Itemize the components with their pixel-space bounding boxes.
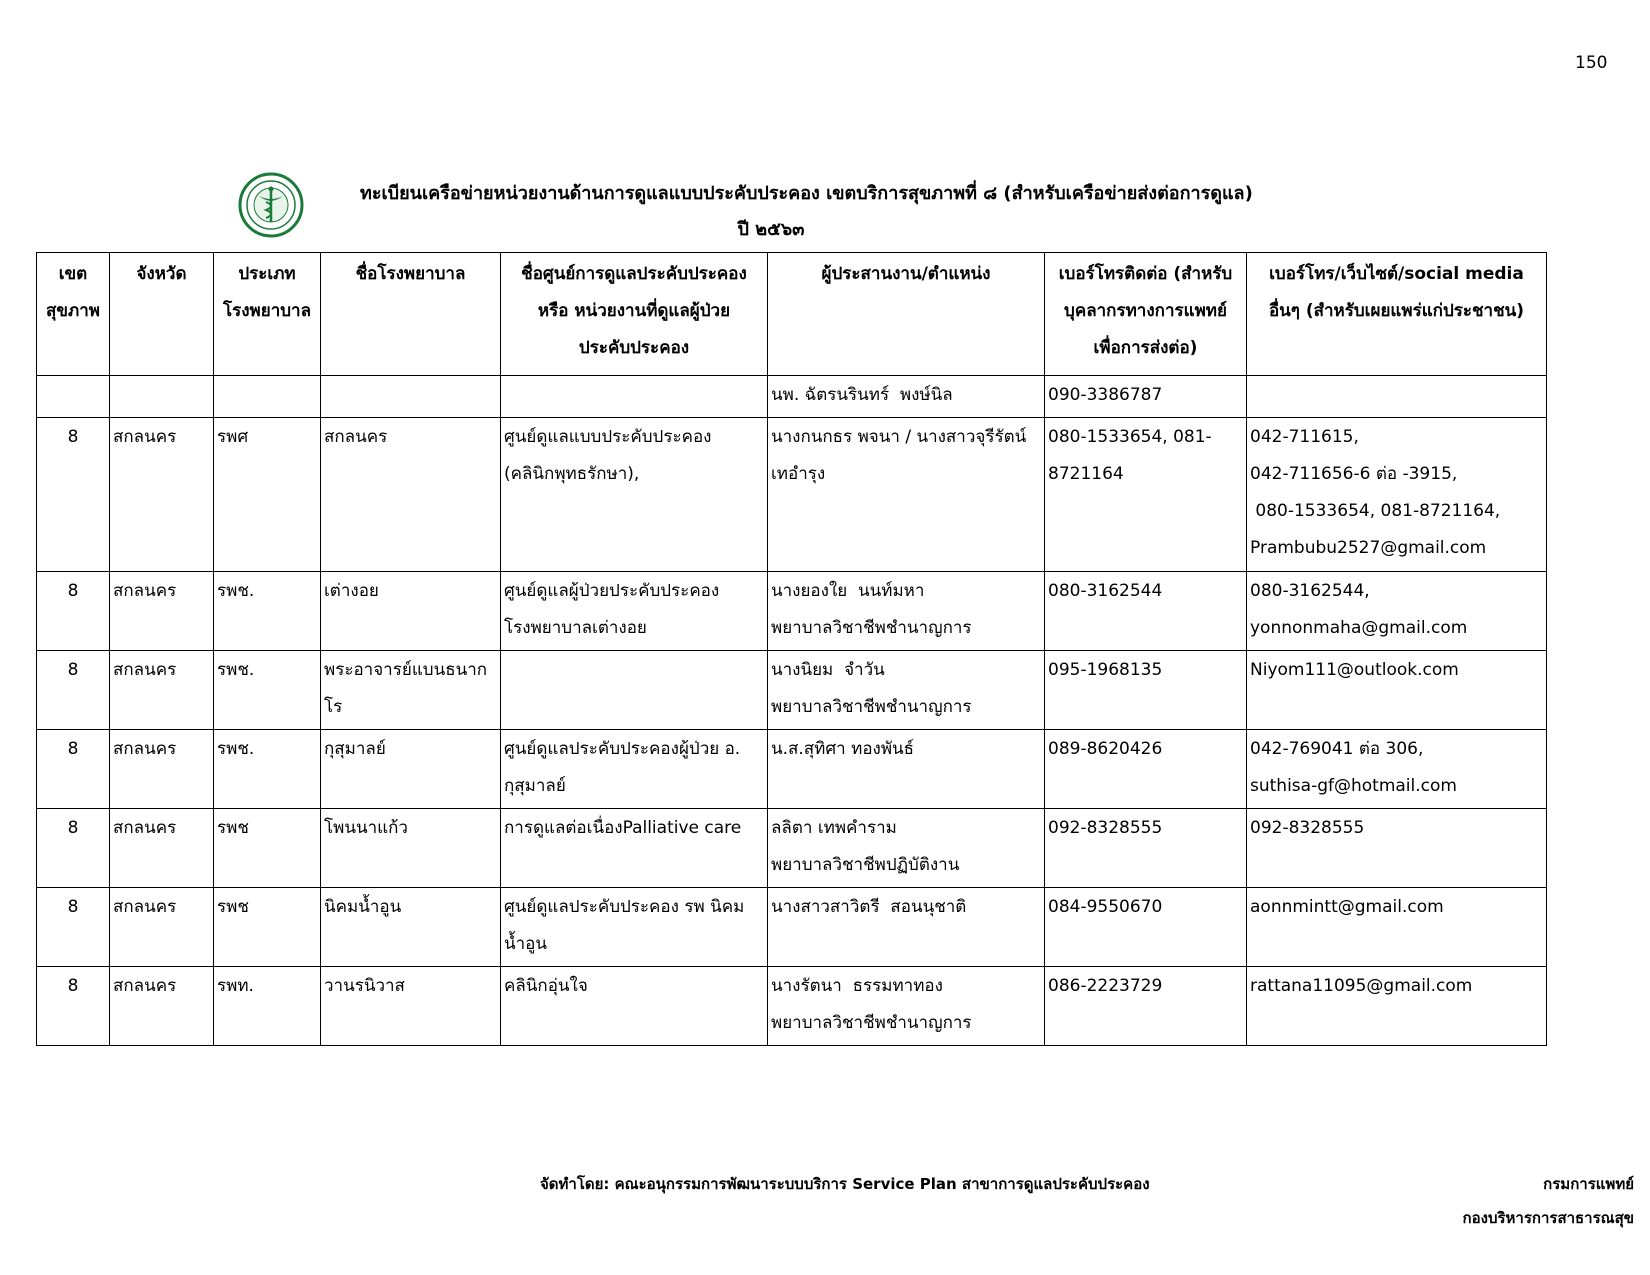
header-text-line: ชื่อศูนย์การดูแลประคับประคอง — [521, 264, 747, 284]
cell-hospital-name — [321, 651, 501, 730]
cell-center-name — [501, 572, 768, 651]
cell-text-line: พยาบาลวิชาชีพปฏิบัติงาน — [771, 855, 960, 875]
cell-text-line: นางกนกธร พจนา / นางสาวจุรีรัตน์ — [771, 427, 1027, 447]
header-text-line: ประเภท — [238, 264, 296, 284]
cell-hospital-name — [321, 376, 501, 418]
cell-text-line: โร — [324, 697, 343, 717]
cell-coordinator — [768, 651, 1045, 730]
cell-text-line: 080-3162544, — [1250, 581, 1370, 601]
cell-text-line: aonnmintt@gmail.com — [1250, 897, 1444, 917]
cell-text-line: วานรนิวาส — [324, 976, 405, 996]
cell-health-zone: 8 — [37, 809, 110, 888]
cell-text-line: เทอำรุง — [771, 464, 826, 484]
header-text-line: ผู้ประสานงาน/ตำแหน่ง — [821, 264, 991, 284]
cell-text-line: 084-9550670 — [1048, 897, 1163, 917]
header-text-line: เบอร์โทร/เว็บไซต์/social media — [1269, 264, 1524, 284]
table-row — [37, 651, 1547, 730]
header-text-line: จังหวัด — [136, 264, 187, 284]
cell-text-line: กุสุมาลย์ — [324, 739, 386, 759]
cell-medical-phone — [1045, 888, 1247, 967]
cell-text-line: นพ. ฉัตรนรินทร์ พงษ์นิล — [771, 385, 953, 405]
cell-text-line: ลลิตา เทพคำราม — [771, 818, 897, 838]
cell-text-line: พยาบาลวิชาชีพชำนาญการ — [771, 1013, 972, 1033]
cell-hospital-name — [321, 888, 501, 967]
cell-text-line: 042-769041 ต่อ 306, — [1250, 739, 1424, 759]
table-row — [37, 809, 1547, 888]
cell-hospital-type: รพช. — [214, 730, 321, 809]
cell-text-line: (คลินิกพุทธรักษา), — [504, 464, 640, 484]
cell-coordinator — [768, 730, 1045, 809]
page-number: 150 — [1575, 53, 1608, 73]
cell-province — [110, 376, 214, 418]
cell-center-name — [501, 967, 768, 1046]
header-text-line: เขต — [58, 264, 88, 284]
cell-coordinator — [768, 967, 1045, 1046]
cell-text-line: 8721164 — [1048, 464, 1124, 484]
cell-hospital-type: รพท. — [214, 967, 321, 1046]
table-row — [37, 730, 1547, 809]
cell-center-name — [501, 651, 768, 730]
cell-text-line: โพนนาแก้ว — [324, 818, 408, 838]
header-hospital-type — [214, 253, 321, 376]
cell-text-line: Prambubu2527@gmail.com — [1250, 538, 1487, 558]
cell-health-zone: 8 — [37, 651, 110, 730]
cell-text-line: 080-3162544 — [1048, 581, 1163, 601]
cell-text-line: 042-711656-6 ต่อ -3915, — [1250, 464, 1458, 484]
cell-hospital-type — [214, 376, 321, 418]
cell-text-line: 095-1968135 — [1048, 660, 1163, 680]
cell-hospital-name — [321, 809, 501, 888]
cell-text-line: น้ำอูน — [504, 934, 547, 954]
cell-health-zone: 8 — [37, 967, 110, 1046]
cell-public-contact — [1247, 376, 1547, 418]
table-header-row — [37, 253, 1547, 376]
palliative-network-table — [36, 252, 1547, 1046]
cell-health-zone: 8 — [37, 418, 110, 572]
header-center-name — [501, 253, 768, 376]
header-text-line: ชื่อโรงพยาบาล — [355, 264, 466, 284]
cell-text-line: การดูแลต่อเนื่องPalliative care — [504, 818, 742, 838]
title-line-1: ทะเบียนเครือข่ายหน่วยงานด้านการดูแลแบบประคับประคอง เขตบริการสุขภาพที่ ๘ (สำหรับเครือข่ายส่งต่อการดูแล) — [360, 183, 1253, 204]
cell-text-line: 092-8328555 — [1048, 818, 1163, 838]
header-text-line: บุคลากรทางการแพทย์ — [1064, 301, 1227, 321]
cell-coordinator — [768, 376, 1045, 418]
cell-text-line: Niyom111@outlook.com — [1250, 660, 1459, 680]
table-row — [37, 572, 1547, 651]
cell-text-line: 086-2223729 — [1048, 976, 1163, 996]
cell-health-zone: 8 — [37, 730, 110, 809]
cell-hospital-name — [321, 572, 501, 651]
cell-text-line: 089-8620426 — [1048, 739, 1163, 759]
cell-text-line: นางยองใย นนท์มหา — [771, 581, 925, 601]
cell-medical-phone — [1045, 651, 1247, 730]
cell-text-line: คลินิกอุ่นใจ — [504, 976, 588, 996]
cell-text-line: พยาบาลวิชาชีพชำนาญการ — [771, 618, 972, 638]
cell-text-line: 042-711615, — [1250, 427, 1359, 447]
cell-hospital-type: รพช. — [214, 572, 321, 651]
cell-medical-phone — [1045, 730, 1247, 809]
cell-text-line: โรงพยาบาลเต่างอย — [504, 618, 647, 638]
cell-public-contact — [1247, 967, 1547, 1046]
cell-text-line: นางรัตนา ธรรมทาทอง — [771, 976, 943, 996]
cell-medical-phone — [1045, 809, 1247, 888]
header-text-line: อื่นๆ (สำหรับเผยแพร่แก่ประชาชน) — [1268, 301, 1525, 321]
cell-text-line: นางสาวสาวิตรี สอนนุชาติ — [771, 897, 967, 917]
cell-coordinator — [768, 418, 1045, 572]
header-hospital-name — [321, 253, 501, 376]
cell-text-line: ศูนย์ดูแลประคับประคอง รพ นิคม — [504, 897, 745, 917]
cell-province: สกลนคร — [110, 888, 214, 967]
cell-province: สกลนคร — [110, 651, 214, 730]
header-province — [110, 253, 214, 376]
cell-province: สกลนคร — [110, 418, 214, 572]
cell-health-zone — [37, 376, 110, 418]
cell-public-contact — [1247, 418, 1547, 572]
cell-hospital-type: รพช — [214, 809, 321, 888]
cell-text-line: ศูนย์ดูแลแบบประคับประคอง — [504, 427, 712, 447]
cell-text-line: yonnonmaha@gmail.com — [1250, 618, 1468, 638]
cell-text-line: 092-8328555 — [1250, 818, 1365, 838]
cell-medical-phone — [1045, 967, 1247, 1046]
header-text-line: เบอร์โทรติดต่อ (สำหรับ — [1058, 264, 1233, 284]
cell-text-line: 080-1533654, 081- — [1048, 427, 1212, 447]
cell-coordinator — [768, 888, 1045, 967]
footer-prepared-by: จัดทำโดย: คณะอนุกรรมการพัฒนาระบบบริการ Service Plan สาขาการดูแลประคับประคอง — [540, 1175, 1150, 1193]
title-line-2: ปี ๒๕๖๓ — [737, 219, 805, 240]
cell-coordinator — [768, 572, 1045, 651]
cell-text-line: นางนิยม จำวัน — [771, 660, 885, 680]
header-text-line: หรือ หน่วยงานที่ดูแลผู้ป่วย — [537, 301, 731, 321]
header-text-line: สุขภาพ — [46, 301, 100, 321]
table-row — [37, 888, 1547, 967]
cell-medical-phone — [1045, 418, 1247, 572]
cell-province: สกลนคร — [110, 730, 214, 809]
cell-text-line: น.ส.สุทิศา ทองพันธ์ — [771, 739, 915, 759]
header-text-line: ประคับประคอง — [578, 338, 690, 358]
footer-org-department: กรมการแพทย์ — [1543, 1175, 1634, 1193]
cell-text-line: ศูนย์ดูแลประคับประคองผู้ป่วย อ. — [504, 739, 741, 759]
cell-text-line: 090-3386787 — [1048, 385, 1163, 405]
cell-center-name — [501, 888, 768, 967]
cell-province: สกลนคร — [110, 572, 214, 651]
header-medical-phone — [1045, 253, 1247, 376]
cell-text-line: เต่างอย — [324, 581, 379, 601]
cell-health-zone: 8 — [37, 888, 110, 967]
cell-text-line: ศูนย์ดูแลผู้ป่วยประคับประคอง — [504, 581, 720, 601]
cell-public-contact — [1247, 651, 1547, 730]
cell-province: สกลนคร — [110, 809, 214, 888]
table-row — [37, 376, 1547, 418]
cell-text-line: rattana11095@gmail.com — [1250, 976, 1473, 996]
cell-coordinator — [768, 809, 1045, 888]
cell-text-line: พยาบาลวิชาชีพชำนาญการ — [771, 697, 972, 717]
header-text-line: เพื่อการส่งต่อ) — [1093, 338, 1198, 358]
cell-health-zone: 8 — [37, 572, 110, 651]
cell-center-name — [501, 730, 768, 809]
cell-hospital-type: รพช. — [214, 651, 321, 730]
table-row — [37, 418, 1547, 572]
cell-center-name — [501, 809, 768, 888]
header-coordinator — [768, 253, 1045, 376]
footer-org-division: กองบริหารการสาธารณสุข — [1462, 1209, 1634, 1227]
cell-public-contact — [1247, 809, 1547, 888]
cell-text-line: สกลนคร — [324, 427, 388, 447]
cell-public-contact — [1247, 888, 1547, 967]
header-text-line: โรงพยาบาล — [222, 301, 312, 321]
cell-text-line: นิคมน้ำอูน — [324, 897, 402, 917]
cell-center-name — [501, 418, 768, 572]
cell-text-line: suthisa-gf@hotmail.com — [1250, 776, 1457, 796]
cell-province: สกลนคร — [110, 967, 214, 1046]
cell-text-line: กุสุมาลย์ — [504, 776, 566, 796]
header-health-zone — [37, 253, 110, 376]
cell-medical-phone — [1045, 572, 1247, 651]
cell-hospital-name — [321, 967, 501, 1046]
cell-hospital-type: รพศ — [214, 418, 321, 572]
cell-hospital-name — [321, 418, 501, 572]
cell-center-name — [501, 376, 768, 418]
cell-hospital-name — [321, 730, 501, 809]
cell-medical-phone — [1045, 376, 1247, 418]
table-row — [37, 967, 1547, 1046]
header-public-contact — [1247, 253, 1547, 376]
cell-public-contact — [1247, 730, 1547, 809]
cell-text-line: พระอาจารย์แบนธนาก — [324, 660, 488, 680]
cell-text-line: 080-1533654, 081-8721164, — [1250, 501, 1501, 521]
cell-hospital-type: รพช — [214, 888, 321, 967]
cell-public-contact — [1247, 572, 1547, 651]
